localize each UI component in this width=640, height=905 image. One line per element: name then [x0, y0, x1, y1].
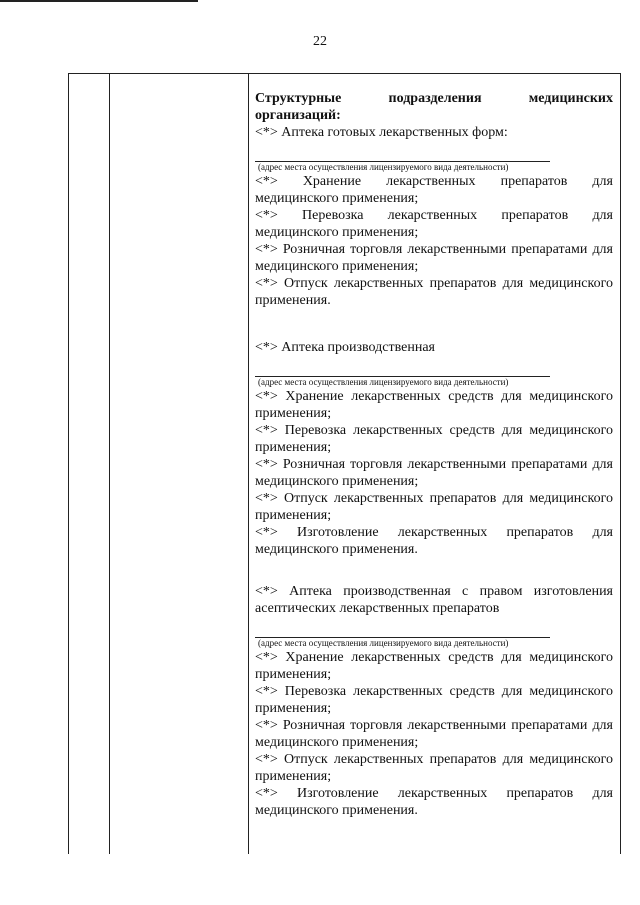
section-heading: Структурные подразделения медицинских организаций: [255, 91, 613, 123]
top-rule [0, 0, 198, 2]
list-item: <*> Отпуск лекарственных препаратов для медицинского применения; [255, 491, 613, 523]
address-caption: (адрес места осуществления лицензируемого вида деятельности) [258, 638, 509, 648]
list-item: <*> Перевозка лекарственных средств для медицинского применения; [255, 684, 613, 716]
page-number: 22 [313, 34, 327, 49]
column-divider-2 [248, 74, 249, 854]
table-content-cell [255, 90, 613, 819]
list-item: <*> Перевозка лекарственных препаратов для медицинского применения; [255, 208, 613, 240]
list-item: <*> Хранение лекарственных средств для медицинского применения; [255, 650, 613, 682]
list-item: <*> Розничная торговля лекарственными препаратами для медицинского применения; [255, 718, 613, 750]
list-item: <*> Отпуск лекарственных препаратов для медицинского применения. [255, 276, 613, 308]
list-item: <*> Отпуск лекарственных препаратов для медицинского применения; [255, 752, 613, 784]
column-divider-1 [109, 74, 110, 854]
subdivision-title: <*> Аптека производственная [255, 340, 435, 355]
list-item: <*> Хранение лекарственных средств для медицинского применения; [255, 389, 613, 421]
list-item: <*> Изготовление лекарственных препаратов для медицинского применения. [255, 525, 613, 557]
subdivision-title: <*> Аптека производственная с правом изготовления асептических лекарственных препаратов [255, 584, 613, 616]
address-line [255, 150, 550, 162]
address-line [255, 365, 550, 377]
address-caption: (адрес места осуществления лицензируемого вида деятельности) [258, 162, 509, 172]
address-line [255, 626, 550, 638]
list-item: <*> Розничная торговля лекарственными препаратами для медицинского применения; [255, 457, 613, 489]
document-table [68, 73, 621, 854]
address-caption: (адрес места осуществления лицензируемого вида деятельности) [258, 377, 509, 387]
list-item: <*> Перевозка лекарственных средств для медицинского применения; [255, 423, 613, 455]
subdivision-title: <*> Аптека готовых лекарственных форм: [255, 125, 508, 140]
list-item: <*> Изготовление лекарственных препаратов для медицинского применения. [255, 786, 613, 818]
list-item: <*> Розничная торговля лекарственными препаратами для медицинского применения; [255, 242, 613, 274]
list-item: <*> Хранение лекарственных препаратов для медицинского применения; [255, 174, 613, 206]
